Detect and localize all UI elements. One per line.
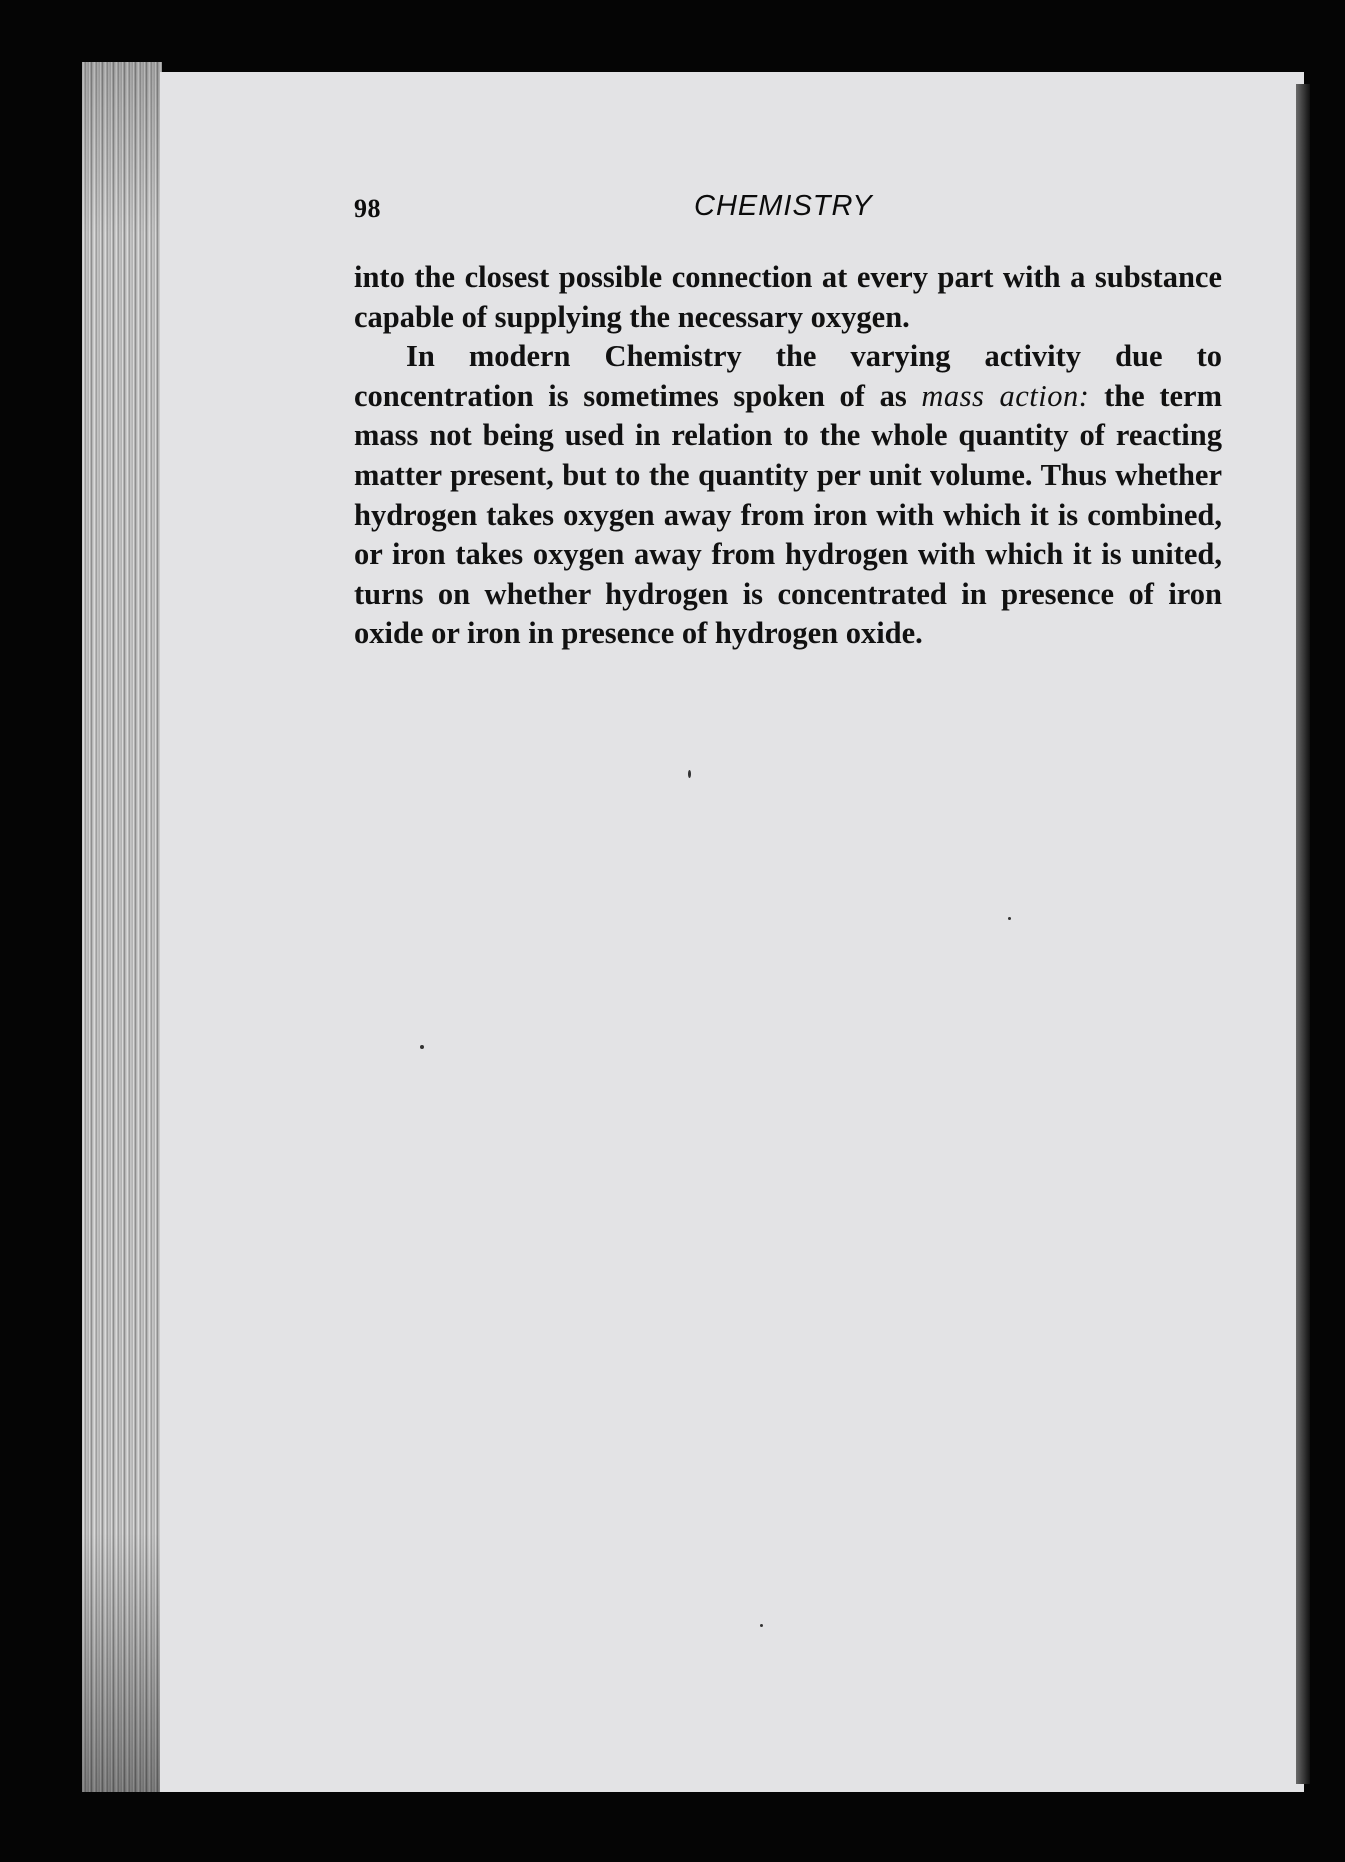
page-number: 98 [354,194,381,223]
scan-speck [420,1045,424,1049]
paragraph-1: into the closest possible connection at every part with a substance capable of supplying the necessary oxygen. [354,260,1222,334]
scan-speck [688,770,691,778]
paragraph-2-text-start: In modern Chemistry the varying activity due to concentration is sometimes spoken of as [354,339,1222,413]
emphasis-mass-action: mass action: [921,378,1090,413]
scan-speck [760,1624,763,1627]
body-text [354,258,1222,654]
page-right-shadow [1296,84,1310,1784]
scan-speck [1008,917,1011,920]
paragraph-2-text-end: the term mass not being used in relation to the whole quantity of reacting matter present, but to the quantity per unit volume. Thus whether hydrogen takes oxygen away from iron with which it is combined, or iron takes oxygen away from hydrogen with which it is united, turns on whether hydrogen is concentrated in presence of iron oxide or iron in presence of hydrogen oxide. [354,378,1223,651]
running-title: CHEMISTRY [694,190,873,222]
page-edge-stack [82,62,162,1792]
paragraph-2 [354,337,1222,654]
running-head [354,190,1224,230]
